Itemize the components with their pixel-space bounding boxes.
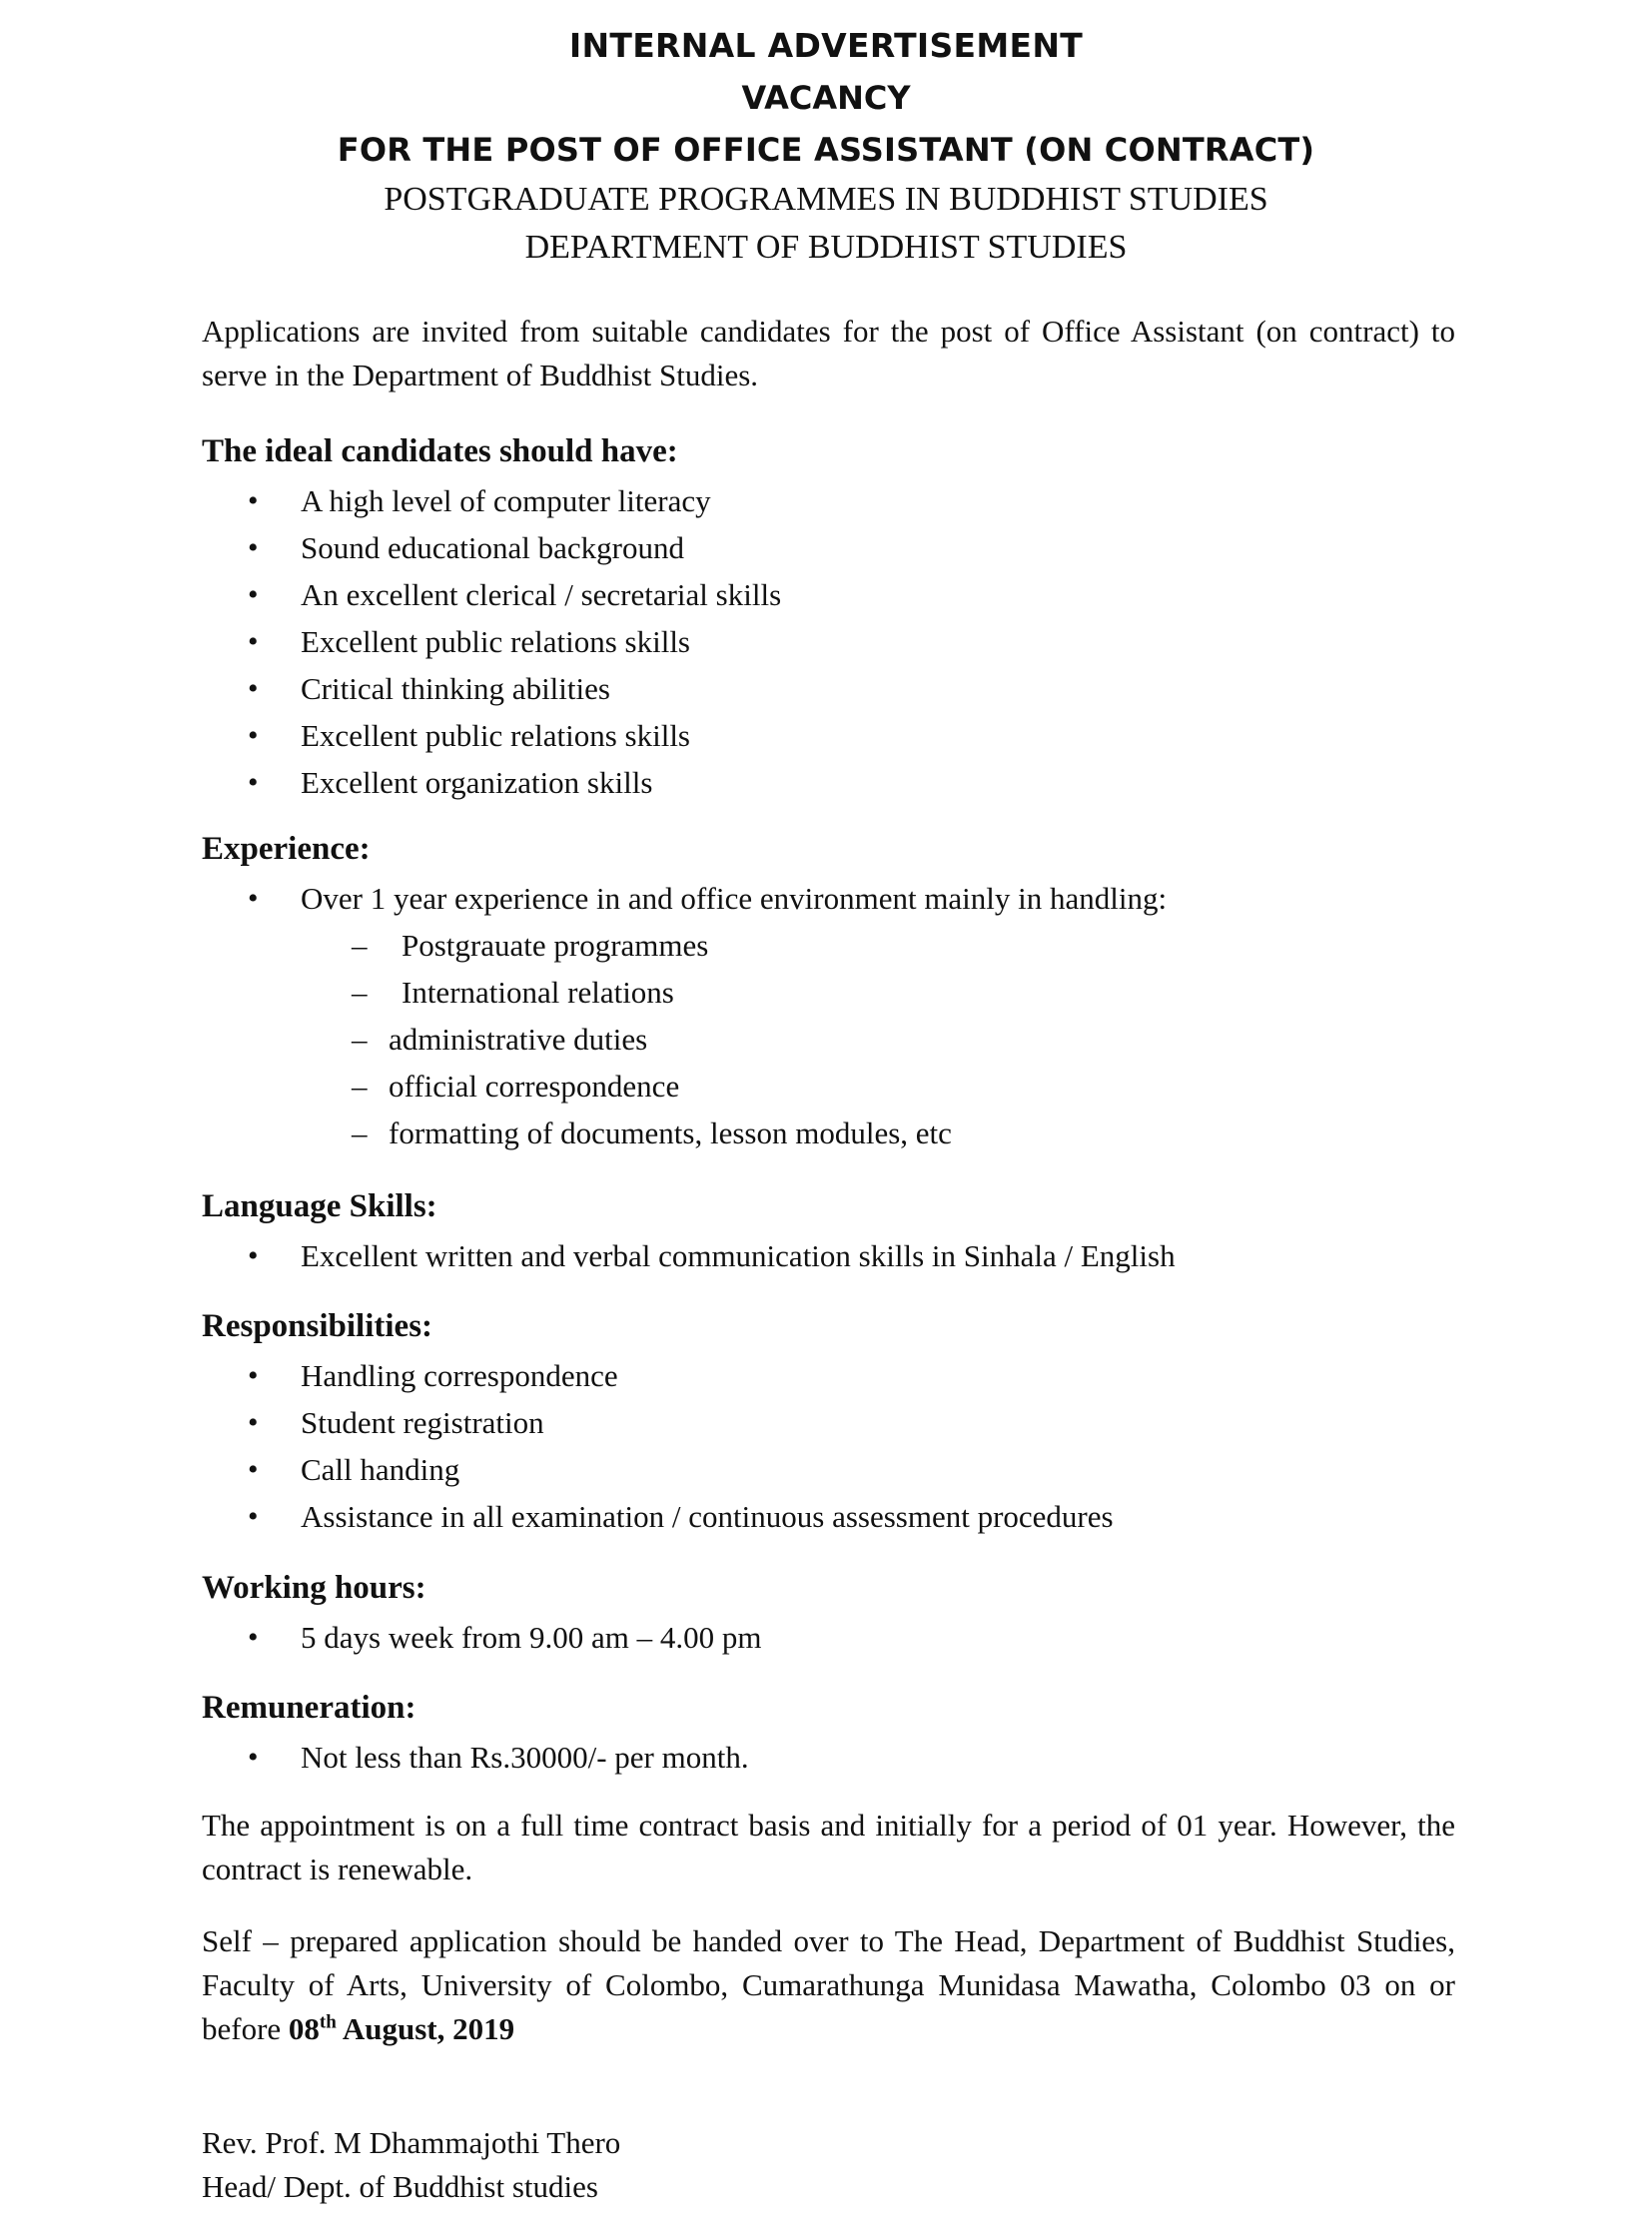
signatory-name: Rev. Prof. M Dhammajothi Thero — [202, 2125, 621, 2160]
bullet-icon: • — [248, 1453, 259, 1486]
remuneration-heading: Remuneration: — [202, 1690, 416, 1726]
header-department: DEPARTMENT OF BUDDHIST STUDIES — [524, 229, 1128, 266]
hours-heading: Working hours: — [202, 1570, 426, 1606]
bullet-icon: • — [248, 882, 259, 915]
header-post: FOR THE POST OF OFFICE ASSISTANT (ON CONTRACT) — [337, 131, 1315, 169]
header-vacancy: VACANCY — [741, 79, 911, 117]
intro-paragraph: Applications are invited from suitable candidates for the post of Office Assistant (on contract) to serve in the Department of Buddhist Studies. — [202, 314, 1455, 392]
bullet-icon: • — [248, 1621, 259, 1654]
appointment-paragraph: The appointment is on a full time contract basis and initially for a period of 01 year. However, the contract is renewable. — [202, 1808, 1455, 1886]
bullet-icon: • — [248, 625, 259, 658]
document-header — [0, 20, 1652, 272]
header-title: INTERNAL ADVERTISEMENT — [568, 26, 1084, 65]
bullet-icon: • — [248, 1741, 259, 1774]
bullet-icon: • — [248, 484, 259, 517]
dash-icon: – — [352, 1116, 368, 1150]
experience-heading: Experience: — [202, 831, 371, 867]
bullet-icon: • — [248, 719, 259, 752]
responsibilities-heading: Responsibilities: — [202, 1308, 433, 1344]
submission-text: Self – prepared application should be handed over to The Head, Department of Buddhist Studies, Faculty of Arts, University of Colombo, Cumarathunga Munidasa Mawatha, Colombo 03 on or before — [202, 1923, 1455, 2046]
dash-icon: – — [352, 928, 368, 963]
bullet-icon: • — [248, 1359, 259, 1392]
vacancy-document: INTERNAL ADVERTISEMENT VACANCY FOR THE POST OF OFFICE ASSISTANT (ON CONTRACT) POSTGRADUATE PROGRAMMES IN BUDDHIST STUDIES DEPARTMENT OF BUDDHIST STUDIES Applications are invited from suitable candidates for the post of Office Assistant (on contract) to serve in the Department of Buddhist Studies. The ideal candidates should have: • A high level of computer literacy • Sound educational background • An excellent clerical / secretarial skills • Excellent public relations skills • Critical thinking abilities • Excellent public relations skills • Excellent organization skills Experience: • Over 1 year experience in and office environment mainly in handling: – Postgrauate programmes – International relations – administrative duties – official correspondence – formatting of documents, lesson modules, etc Language Skills: • Excellent written and verbal communication skills in Sinhala / English Responsibilities: • Handling correspondence • Student registration • Call handing • Assistance in all examination / continuous assessment procedures Working hours: • 5 days week from 9.00 am – 4.00 pm Remuneration: • Not less than Rs.30000/- per month. The appointment is on a full time contract basis and initially for a period of 01 year. However, the contract is renewable. Self – prepared application should be handed over to The Head, Department of Buddhist Studies, Faculty of Arts, University of Colombo, Cumarathunga Munidasa Mawatha, Colombo 03 on or before 08th August, 2019 Rev. Prof. M Dhammajothi Thero Head/ Dept. of Buddhist studies — [0, 0, 1652, 2232]
bullet-icon: • — [248, 766, 259, 799]
bullet-icon: • — [248, 1500, 259, 1533]
ideal-heading: The ideal candidates should have: — [202, 433, 678, 469]
dash-icon: – — [352, 1069, 368, 1104]
signatory-title: Head/ Dept. of Buddhist studies — [202, 2169, 598, 2204]
language-heading: Language Skills: — [202, 1188, 437, 1224]
bullet-icon: • — [248, 578, 259, 611]
bullet-icon: • — [248, 531, 259, 564]
dash-icon: – — [352, 1022, 368, 1057]
bullet-icon: • — [248, 1239, 259, 1272]
bullet-icon: • — [248, 1406, 259, 1439]
header-programme: POSTGRADUATE PROGRAMMES IN BUDDHIST STUDIES — [384, 181, 1268, 218]
deadline-date: 08th August, 2019 — [288, 2011, 515, 2046]
bullet-icon: • — [248, 672, 259, 705]
submission-paragraph — [202, 1919, 1455, 2051]
dash-icon: – — [352, 975, 368, 1010]
